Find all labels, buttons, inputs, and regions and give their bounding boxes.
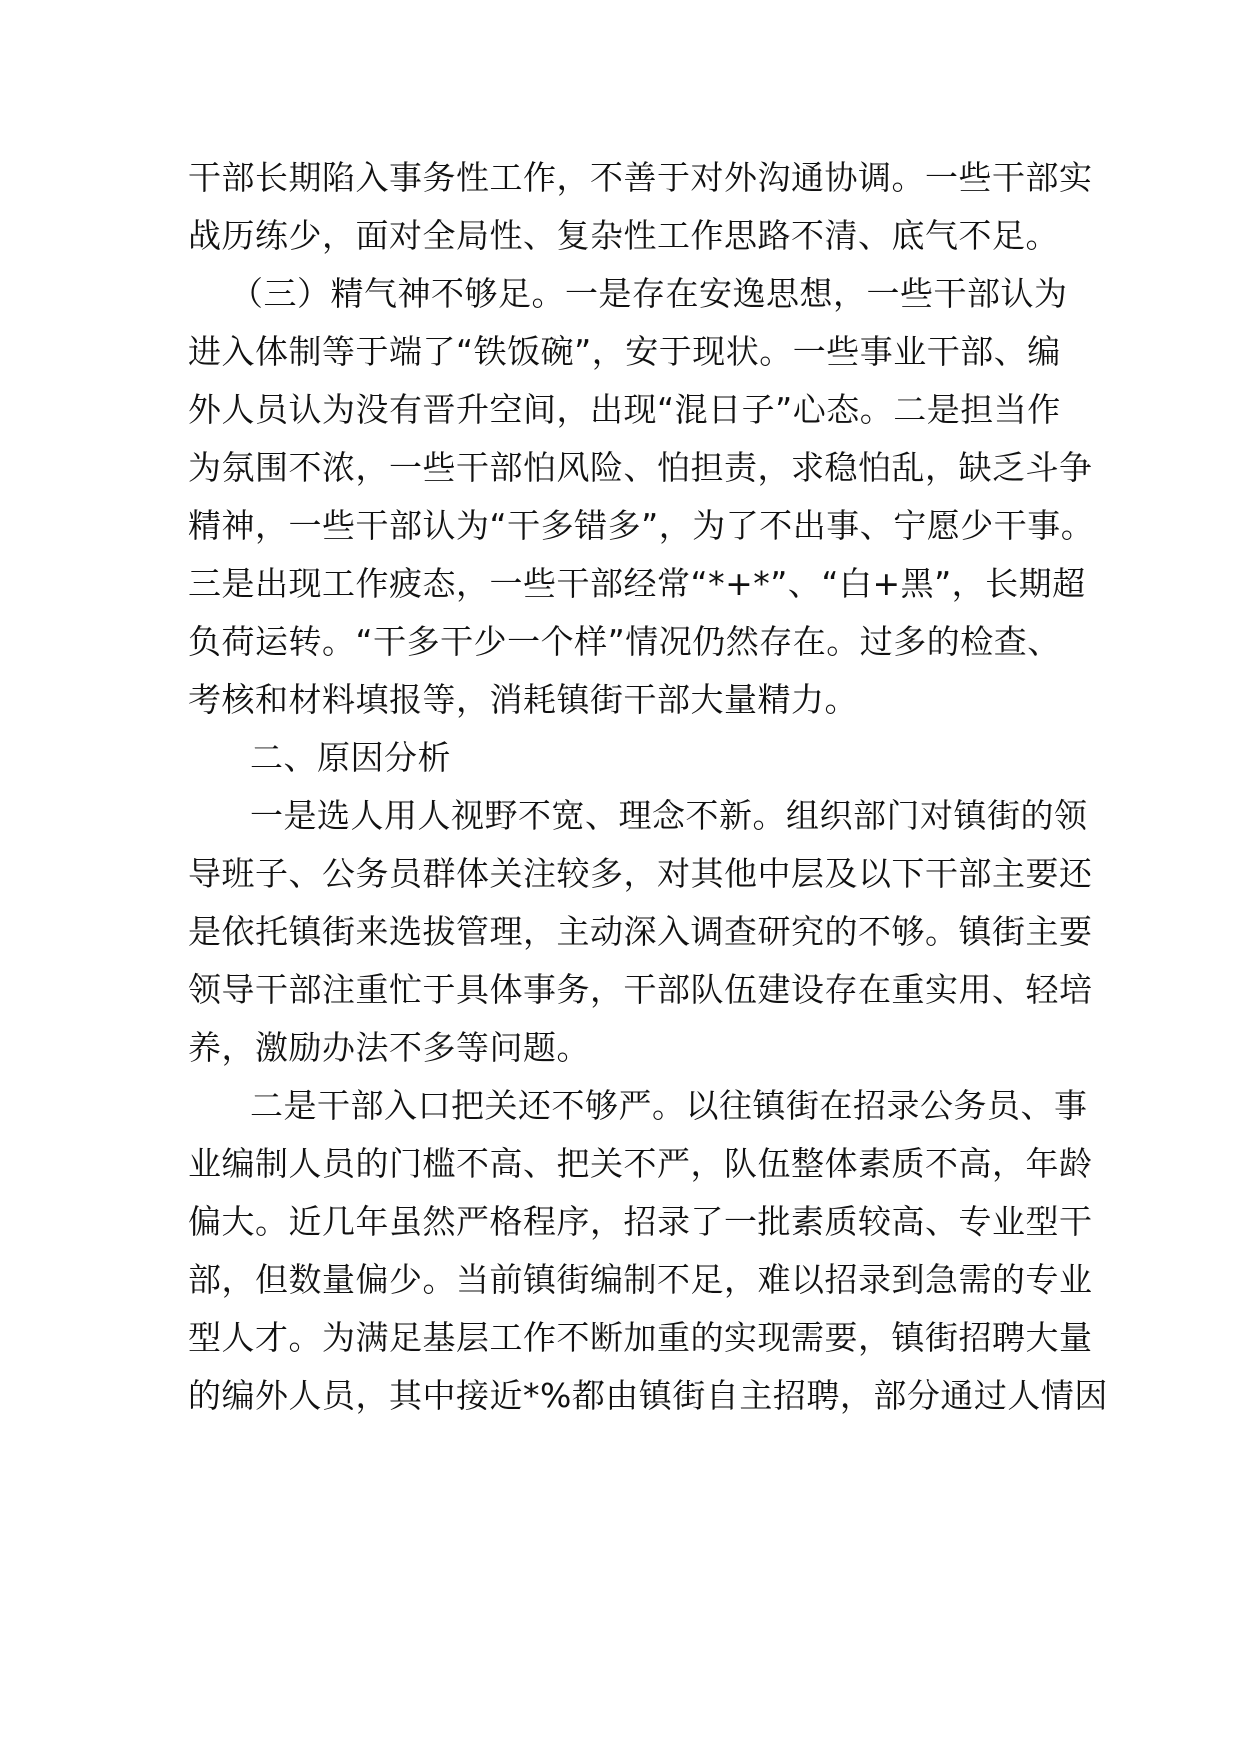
text-line: 进入体制等于端了“铁饭碗”，安于现状。一些事业干部、编	[188, 332, 1061, 371]
text-line: 三是出现工作疲态，一些干部经常“*+*”、“白+黑”，长期超	[188, 564, 1086, 603]
text-line: 偏大。近几年虽然严格程序，招录了一批素质较高、专业型干	[188, 1202, 1093, 1241]
text-line: 是依托镇街来选拔管理，主动深入调查研究的不够。镇街主要	[188, 912, 1093, 951]
text-line: 精神，一些干部认为“干多错多”，为了不出事、宁愿少干事。	[188, 506, 1095, 545]
text-line: 的编外人员，其中接近*%都由镇街自主招聘，部分通过人情因	[188, 1376, 1108, 1415]
text-line: 部，但数量偏少。当前镇街编制不足，难以招录到急需的专业	[188, 1260, 1093, 1299]
text-line: 战历练少，面对全局性、复杂性工作思路不清、底气不足。	[188, 216, 1059, 255]
text-line: 外人员认为没有晋升空间，出现“混日子”心态。二是担当作	[188, 390, 1061, 429]
section-heading: 二、原因分析	[250, 738, 451, 777]
text-line: 为氛围不浓，一些干部怕风险、怕担责，求稳怕乱，缺乏斗争	[188, 448, 1093, 487]
text-line: 干部长期陷入事务性工作，不善于对外沟通协调。一些干部实	[188, 158, 1093, 197]
text-line: 养，激励办法不多等问题。	[188, 1028, 590, 1067]
text-line: 业编制人员的门槛不高、把关不严，队伍整体素质不高，年龄	[188, 1144, 1093, 1183]
text-line: 考核和材料填报等，消耗镇街干部大量精力。	[188, 680, 858, 719]
paragraph-first-line: 二是干部入口把关还不够严。以往镇街在招录公务员、事	[250, 1086, 1088, 1125]
text-line: 导班子、公务员群体关注较多，对其他中层及以下干部主要还	[188, 854, 1093, 893]
section-heading-line: （三）精气神不够足。一是存在安逸思想，一些干部认为	[230, 274, 1068, 313]
text-line: 负荷运转。“干多干少一个样”情况仍然存在。过多的检查、	[188, 622, 1061, 661]
paragraph-first-line: 一是选人用人视野不宽、理念不新。组织部门对镇街的领	[250, 796, 1088, 835]
text-line: 型人才。为满足基层工作不断加重的实现需要，镇街招聘大量	[188, 1318, 1093, 1357]
text-line: 领导干部注重忙于具体事务，干部队伍建设存在重实用、轻培	[188, 970, 1093, 1009]
